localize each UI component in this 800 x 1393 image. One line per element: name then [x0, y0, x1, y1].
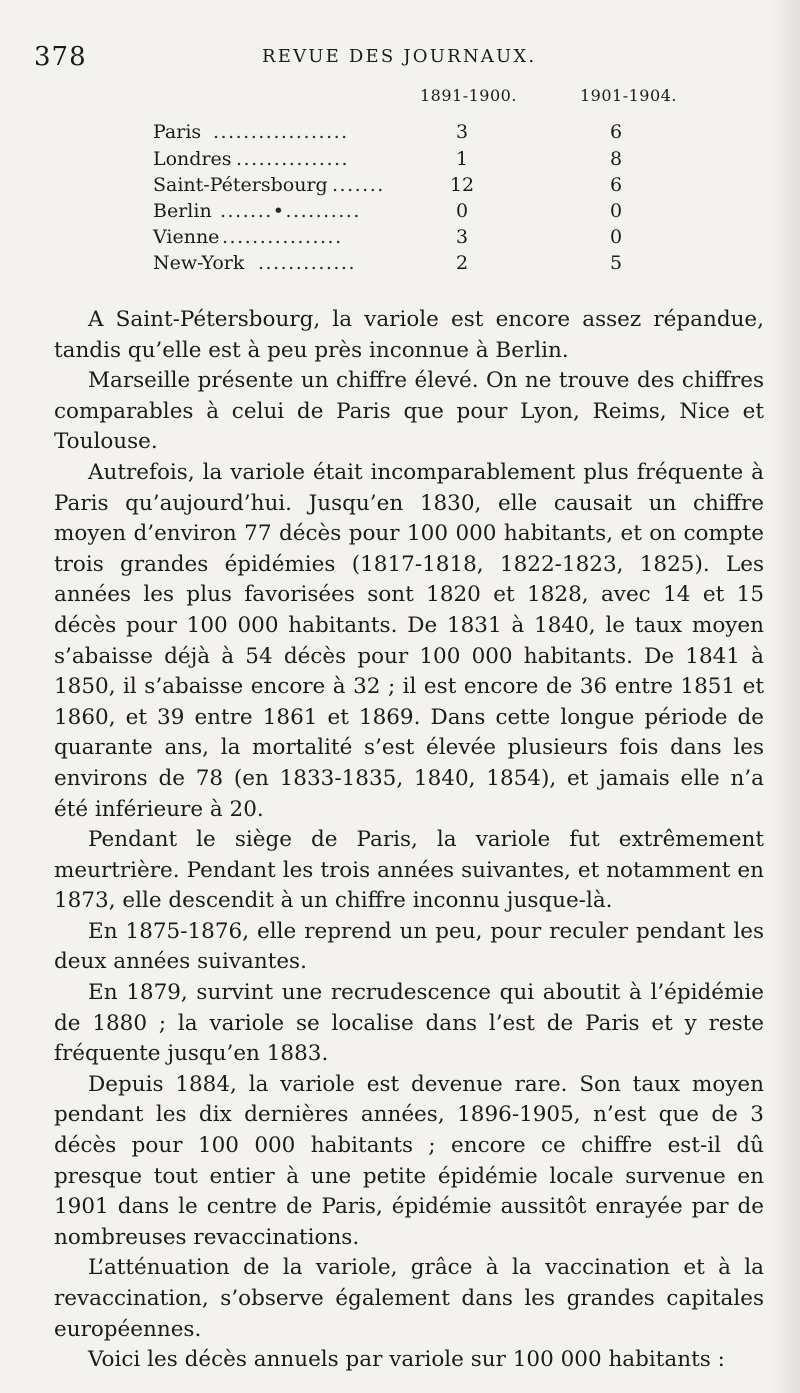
paragraph: Autrefois, la variole était incomparablement plus fréquente à Paris qu’aujourd’hui. Jusqu’en 1830, elle causait un chiffre moyen d’environ 77 décès pour 100 000 habitants, et on compte trois grandes épidémies (1817-1818, 1822-1823, 1825). Les années les plus favorisées sont 1820 et 1828, avec 14 et 15 décès pour 100 000 habitants. De 1831 à 1840, le taux moyen s’abaisse déjà à 54 décès pour 100 000 habitants. De 1841 à 1850, il s’abaisse encore à 32 ; il est encore de 36 entre 1851 et 1860, et 39 entre 1861 et 1869. Dans cette longue période de quarante ans, la mortalité s’est élevée plusieurs fois dans les environs de 78 (en 1833-1835, 1840, 1854), et jamais elle n’a été inférieure à 20. — [54, 459, 764, 822]
value-1901-1904: 5 — [609, 252, 623, 274]
city-name: New-York — [153, 252, 245, 274]
city-name: Berlin — [153, 200, 212, 222]
leader-dots: ....... — [332, 174, 385, 196]
paragraph: En 1875-1876, elle reprend un peu, pour reculer pendant les deux années suivantes. — [54, 918, 764, 975]
value-1891-1900: 12 — [449, 174, 475, 196]
body-text — [54, 305, 764, 1376]
city-name: Saint-Pétersbourg — [153, 174, 328, 196]
column-header-1901-1904: 1901-1904. — [580, 86, 677, 105]
city-name: Vienne — [153, 226, 220, 248]
paragraph: A Saint-Pétersbourg, la variole est encore assez répandue, tandis qu’elle est à peu près inconnue à Berlin. — [54, 307, 764, 363]
paragraph: Pendant le siège de Paris, la variole fut extrêmement meurtrière. Pendant les trois années suivantes, et notamment en 1873, elle descendit à un chiffre inconnu jusque-là. — [54, 827, 764, 914]
value-1891-1900: 2 — [455, 252, 469, 274]
value-1891-1900: 3 — [455, 226, 469, 248]
value-1891-1900: 0 — [455, 200, 469, 222]
value-1901-1904: 0 — [609, 200, 623, 222]
table-row — [0, 200, 800, 226]
city-name: Paris — [153, 121, 202, 143]
table-row — [0, 252, 800, 278]
table-row — [0, 121, 800, 147]
leader-dots: ............. — [258, 252, 357, 274]
paragraph: Marseille présente un chiffre élevé. On ne trouve des chiffres comparables à celui de Paris que pour Lyon, Reims, Nice et Toulouse. — [54, 368, 764, 455]
column-header-1891-1900: 1891-1900. — [420, 86, 517, 105]
table-row — [0, 174, 800, 200]
leader-dots: ............... — [236, 148, 350, 170]
value-1891-1900: 3 — [455, 121, 469, 143]
value-1891-1900: 1 — [455, 148, 469, 170]
paragraph: Voici les décès annuels par variole sur 100 000 habitants : — [88, 1347, 725, 1373]
leader-dots: .......•.......... — [220, 200, 361, 222]
table-row — [0, 148, 800, 174]
page-number: 378 — [34, 42, 87, 72]
running-head: REVUE DES JOURNAUX. — [262, 46, 537, 67]
paragraph: En 1879, survint une recrudescence qui aboutit à l’épidémie de 1880 ; la variole se localise dans l’est de Paris et y reste fréquente jusqu’en 1883. — [54, 980, 764, 1067]
value-1901-1904: 8 — [609, 148, 623, 170]
paragraph: L’atténuation de la variole, grâce à la vaccination et à la revaccination, s’observe également dans les grandes capitales européennes. — [54, 1255, 764, 1342]
value-1901-1904: 0 — [609, 226, 623, 248]
table-row — [0, 226, 800, 252]
value-1901-1904: 6 — [609, 174, 623, 196]
leader-dots: ................ — [222, 226, 343, 248]
paragraph: Depuis 1884, la variole est devenue rare. Son taux moyen pendant les dix dernières années, 1896-1905, n’est que de 3 décès pour 100 000 habitants ; encore ce chiffre est-il dû presque tout entier à une petite épidémie locale survenue en 1901 dans le centre de Paris, épidémie aussitôt enrayée par de nombreuses revaccinations. — [54, 1071, 764, 1250]
city-name: Londres — [153, 148, 232, 170]
leader-dots: .................. — [213, 121, 349, 143]
value-1901-1904: 6 — [609, 121, 623, 143]
